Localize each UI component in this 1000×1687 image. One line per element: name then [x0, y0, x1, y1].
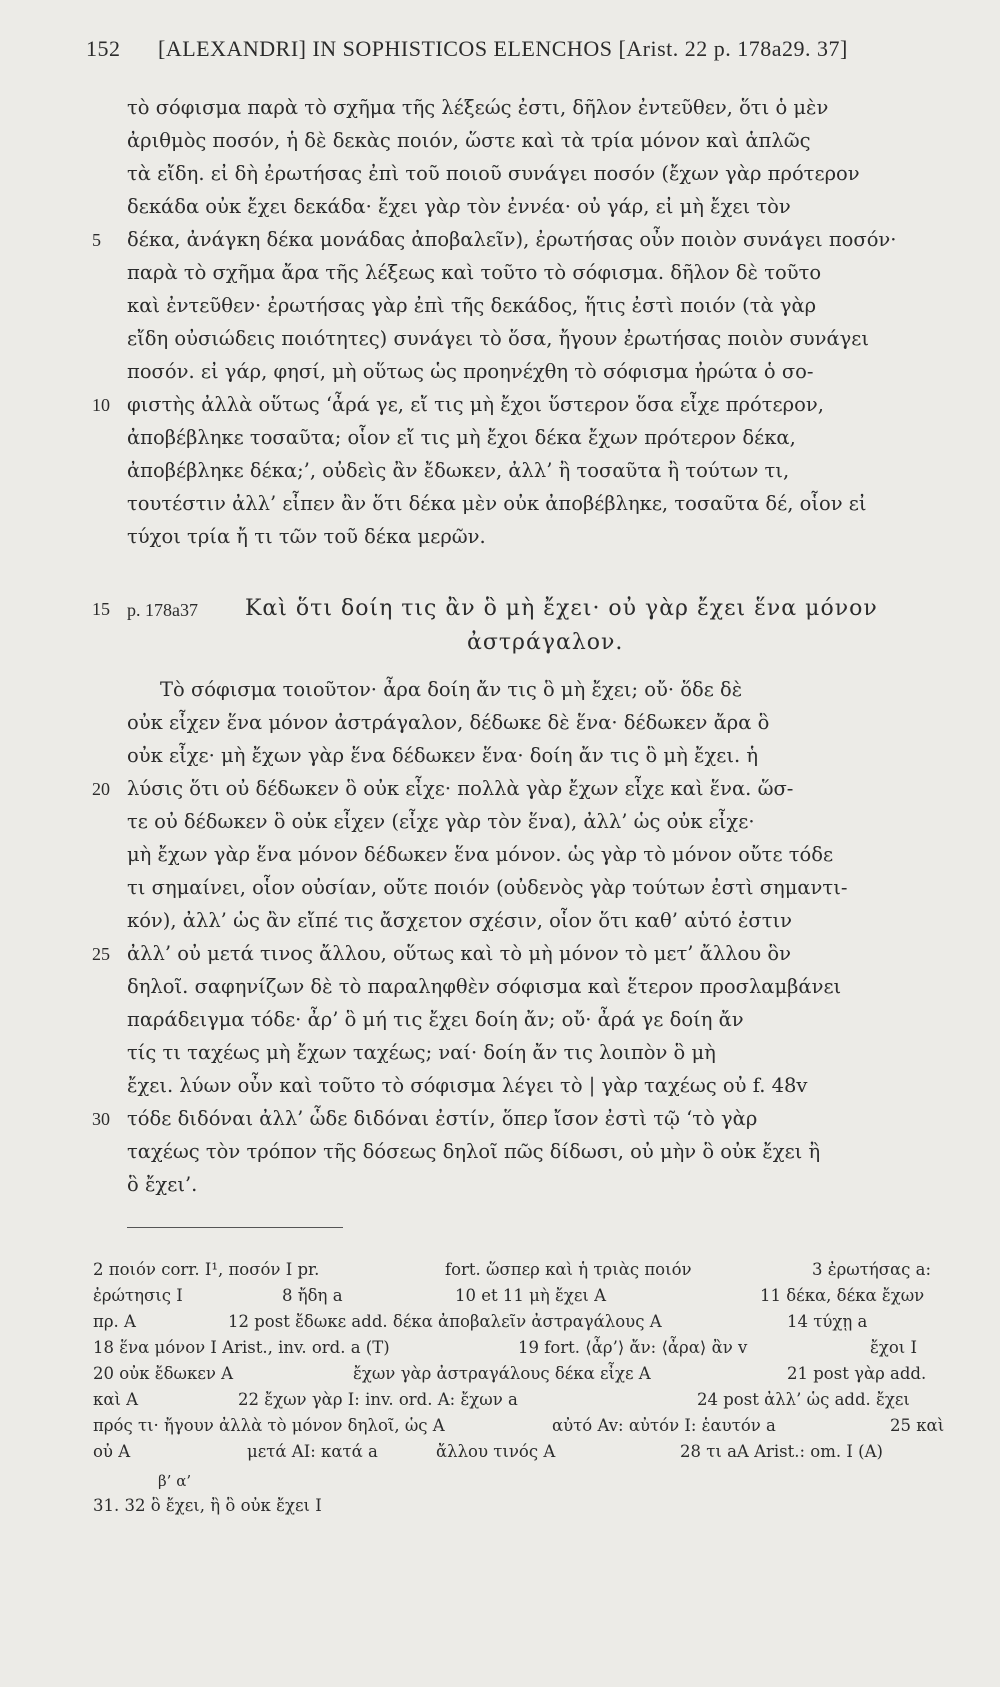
- line-number: 20: [92, 779, 110, 799]
- apparatus-entry: 22 ἔχων γὰρ I: inv. ord. A: ἔχων a: [238, 1390, 518, 1409]
- footnote-divider: [127, 1227, 343, 1228]
- lemma-text: ἀστράγαλον.: [467, 630, 624, 655]
- lemma-text: Καὶ ὅτι δοίη τις ἂν ὃ μὴ ἔχει· οὐ γὰρ ἔχει ἕνα μόνον: [245, 596, 878, 621]
- apparatus-entry: πρός τι· ἤγουν ἀλλὰ τὸ μόνον δηλοῖ, ὡς A: [93, 1416, 445, 1435]
- text-line: οὐκ εἶχε· μὴ ἔχων γὰρ ἕνα δέδωκεν ἕνα· δοίη ἄν τις ὃ μὴ ἔχει. ἡ: [127, 744, 759, 767]
- text-line: παράδειγμα τόδε· ἆρ’ ὃ μή τις ἔχει δοίη ἄν; οὔ· ἆρά γε δοίη ἄν: [127, 1008, 744, 1031]
- apparatus-entry: 21 post γὰρ add.: [787, 1364, 927, 1383]
- text-line: ποσόν. εἰ γάρ, φησί, μὴ οὕτως ὡς προηνέχθη τὸ σόφισμα ἠρώτα ὁ σο-: [127, 360, 814, 383]
- text-line: δέκα, ἀνάγκη δέκα μονάδας ἀποβαλεῖν), ἐρωτήσας οὖν ποιὸν συνάγει ποσόν·: [127, 228, 897, 251]
- text-line: οὐκ εἶχεν ἕνα μόνον ἀστράγαλον, δέδωκε δὲ ἕνα· δέδωκεν ἄρα ὃ: [127, 711, 770, 734]
- line-number: 15: [92, 599, 110, 619]
- text-line: ταχέως τὸν τρόπον τῆς δόσεως δηλοῖ πῶς δίδωσι, οὐ μὴν ὃ οὐκ ἔχει ἢ: [127, 1140, 821, 1163]
- apparatus-entry: 10 et 11 μὴ ἔχει A: [455, 1286, 607, 1305]
- transposition-marks: β’ α’: [158, 1472, 192, 1490]
- running-header: [86, 36, 946, 66]
- apparatus-entry: ἄλλου τινός A: [436, 1442, 556, 1461]
- apparatus-entry: 14 τύχῃ a: [787, 1312, 868, 1331]
- line-number: 10: [92, 395, 110, 415]
- text-line: τε οὐ δέδωκεν ὃ οὐκ εἶχεν (εἶχε γὰρ τὸν ἕνα), ἀλλ’ ὡς οὐκ εἶχε·: [127, 810, 755, 833]
- line-number: 5: [92, 230, 101, 250]
- text-line: καὶ ἐντεῦθεν· ἐρωτήσας γὰρ ἐπὶ τῆς δεκάδος, ἥτις ἐστὶ ποιόν (τὰ γὰρ: [127, 294, 817, 317]
- apparatus-entry: 11 δέκα, δέκα ἔχων: [760, 1286, 925, 1305]
- apparatus-entry: ἔχοι I: [870, 1338, 918, 1357]
- apparatus-entry: fort. ὥσπερ καὶ ἡ τριὰς ποιόν: [445, 1260, 692, 1279]
- apparatus-entry: αὐτό Av: αὐτόν I: ἑαυτόν a: [552, 1416, 776, 1435]
- text-line: τόδε διδόναι ἀλλ’ ὧδε διδόναι ἐστίν, ὅπερ ἴσον ἐστὶ τῷ ‘τὸ γὰρ: [127, 1107, 758, 1130]
- apparatus-entry: 12 post ἔδωκε add. δέκα ἀποβαλεῖν ἀστραγάλους A: [228, 1312, 662, 1331]
- text-line: μὴ ἔχων γὰρ ἕνα μόνον δέδωκεν ἕνα μόνον. ὡς γὰρ τὸ μόνον οὔτε τόδε: [127, 843, 834, 866]
- text-line: ἀποβέβληκε τοσαῦτα; οἷον εἴ τις μὴ ἔχοι δέκα ἔχων πρότερον δέκα,: [127, 426, 796, 449]
- text-line: τι σημαίνει, οἷον οὐσίαν, οὔτε ποιόν (οὐδενὸς γὰρ τούτων ἐστὶ σημαντι-: [127, 876, 848, 899]
- text-line: ἀλλ’ οὐ μετά τινος ἄλλου, οὕτως καὶ τὸ μὴ μόνον τὸ μετ’ ἄλλου ὃν: [127, 942, 791, 965]
- apparatus-entry: πρ. A: [93, 1312, 136, 1331]
- text-line: λύσις ὅτι οὐ δέδωκεν ὃ οὐκ εἶχε· πολλὰ γὰρ ἔχων εἶχε καὶ ἕνα. ὥσ-: [127, 777, 794, 800]
- apparatus-entry: 18 ἕνα μόνον I Arist., inv. ord. a (T): [93, 1338, 390, 1357]
- text-line: εἴδη οὐσιώδεις ποιότητες) συνάγει τὸ ὅσα, ἤγουν ἐρωτήσας ποιὸν συνάγει: [127, 327, 870, 350]
- running-title: [ALEXANDRI] IN SOPHISTICOS ELENCHOS [Arist. 22 p. 178a29. 37]: [158, 36, 848, 61]
- lemma-reference: p. 178a37: [127, 600, 198, 620]
- text-line: τουτέστιν ἀλλ’ εἶπεν ἂν ὅτι δέκα μὲν οὐκ ἀποβέβληκε, τοσαῦτα δέ, οἷον εἰ: [127, 492, 867, 515]
- text-line: τὸ σόφισμα παρὰ τὸ σχῆμα τῆς λέξεώς ἐστι, δῆλον ἐντεῦθεν, ὅτι ὁ μὲν: [127, 96, 829, 119]
- apparatus-entry: μετά AI: κατά a: [247, 1442, 378, 1461]
- line-number: 30: [92, 1109, 110, 1129]
- text-line: παρὰ τὸ σχῆμα ἄρα τῆς λέξεως καὶ τοῦτο τὸ σόφισμα. δῆλον δὲ τοῦτο: [127, 261, 822, 284]
- text-line: τίς τι ταχέως μὴ ἔχων ταχέως; ναί· δοίη ἄν τις λοιπὸν ὃ μὴ: [127, 1041, 716, 1064]
- apparatus-entry: 25 καὶ: [890, 1416, 945, 1435]
- apparatus-entry: 3 ἐρωτήσας a:: [812, 1260, 932, 1279]
- apparatus-entry: οὐ A: [93, 1442, 131, 1461]
- text-line: Τὸ σόφισμα τοιοῦτον· ἆρα δοίη ἄν τις ὃ μὴ ἔχει; οὔ· ὅδε δὲ: [160, 678, 743, 701]
- apparatus-entry: καὶ A: [93, 1390, 139, 1409]
- apparatus-entry: 28 τι aA Arist.: om. I (A): [680, 1442, 883, 1461]
- apparatus-entry: 2 ποιόν corr. I¹, ποσόν I pr.: [93, 1260, 320, 1279]
- apparatus-entry: 20 οὐκ ἔδωκεν A: [93, 1364, 234, 1383]
- text-line: κόν), ἀλλ’ ὡς ἂν εἴπέ τις ἄσχετον σχέσιν, οἷον ὅτι καθ’ αὑτό ἐστιν: [127, 909, 792, 932]
- text-line: φιστὴς ἀλλὰ οὕτως ‘ἆρά γε, εἴ τις μὴ ἔχοι ὕστερον ὅσα εἶχε πρότερον,: [127, 393, 824, 416]
- text-line: ἔχει. λύων οὖν καὶ τοῦτο τὸ σόφισμα λέγει τὸ | γὰρ ταχέως οὐ f. 48v: [127, 1074, 808, 1097]
- text-line: ἀριθμὸς ποσόν, ἡ δὲ δεκὰς ποιόν, ὥστε καὶ τὰ τρία μόνον καὶ ἁπλῶς: [127, 129, 811, 152]
- text-line: δηλοῖ. σαφηνίζων δὲ τὸ παραληφθὲν σόφισμα καὶ ἕτερον προσλαμβάνει: [127, 975, 842, 998]
- text-line: ὃ ἔχει’.: [127, 1173, 198, 1196]
- apparatus-entry: 8 ἤδη a: [282, 1286, 343, 1305]
- apparatus-entry: 31. 32 ὃ ἔχει, ἢ ὃ οὐκ ἔχει I: [93, 1496, 322, 1515]
- apparatus-entry: 19 fort. ⟨ἆρ’⟩ ἄν: ⟨ἆρα⟩ ἂν v: [518, 1338, 748, 1357]
- text-line: δεκάδα οὐκ ἔχει δεκάδα· ἔχει γὰρ τὸν ἐννέα· οὐ γάρ, εἰ μὴ ἔχει τὸν: [127, 195, 791, 218]
- text-line: ἀποβέβληκε δέκα;’, οὐδεὶς ἂν ἔδωκεν, ἀλλ’ ἢ τοσαῦτα ἢ τούτων τι,: [127, 459, 790, 482]
- apparatus-entry: ἔχων γὰρ ἀστραγάλους δέκα εἶχε A: [353, 1364, 651, 1383]
- text-line: τὰ εἴδη. εἰ δὴ ἐρωτήσας ἐπὶ τοῦ ποιοῦ συνάγει ποσόν (ἔχων γὰρ πρότερον: [127, 162, 860, 185]
- apparatus-entry: 24 post ἀλλ’ ὡς add. ἔχει: [697, 1390, 910, 1409]
- line-number: 25: [92, 944, 110, 964]
- apparatus-entry: ἐρώτησις I: [93, 1286, 183, 1305]
- page-number: 152: [86, 36, 121, 61]
- text-line: τύχοι τρία ἤ τι τῶν τοῦ δέκα μερῶν.: [127, 525, 486, 548]
